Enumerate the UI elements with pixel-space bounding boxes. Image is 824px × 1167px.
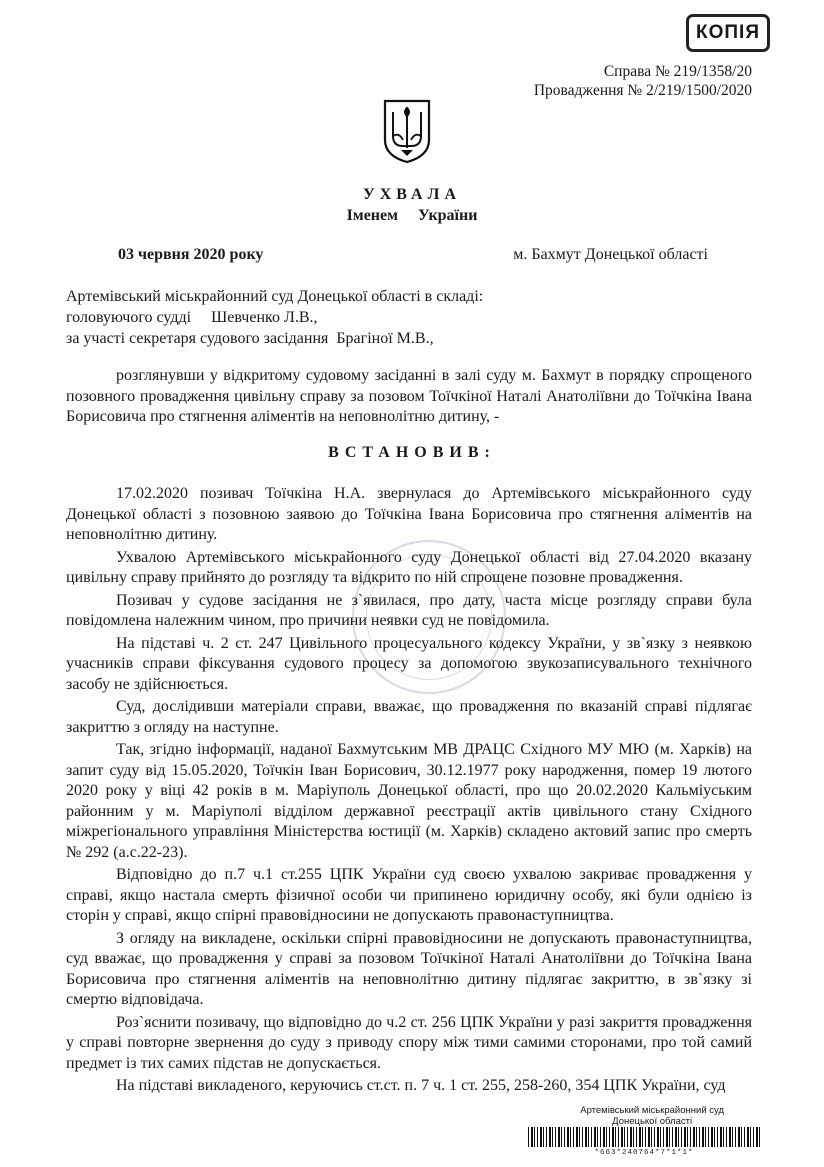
court-composition: [66, 286, 483, 349]
court-line-2: головуючого судді Шевченко Л.В.,: [66, 309, 318, 326]
paragraph: Суд, дослідивши матеріали справи, вважає, що провадження по вказаній справі підлягає закриттю з огляду на наступне.: [66, 698, 752, 736]
footer-court-line-1: Артемівський міськрайонний суд: [580, 1105, 724, 1116]
document-place: м. Бахмут Донецької області: [513, 246, 708, 263]
paragraph: Позивач у судове засідання не з`явилася, про дату, часта місце розгляду справи була повідомлена належним чином, про причини неявки суд не повідомила.: [66, 591, 752, 629]
footer-court-name: [580, 1105, 724, 1127]
paragraph: Відповідно до п.7 ч.1 ст.255 ЦПК України суд своєю ухвалою закриває провадження у справі, якщо настала смерть фізичної особи чи припинено юридичну особу, які були однією із сторін у справі, якщо спірні правовідносини не допускають правонаступництва.: [66, 866, 752, 924]
proceeding-number: Провадження № 2/219/1500/2020: [533, 82, 752, 99]
document-subtitle: Іменем України: [346, 207, 478, 224]
paragraph: Так, згідно інформації, наданої Бахмутським МВ ДРАЦС Східного МУ МЮ (м. Харків) на запит суду від 15.05.2020, Тоїчкін Іван Борисович, 30.12.1977 року народження, помер 19 лютого 2020 року у віці 42 років в м. Маріуполь Донецької області, про що 20.02.2020 Кальміуським районним у м. Маріуполі відділом державної реєстрації актів цивільного стану Східного міжрегіонального управління Міністерства юстиції (м. Харків) складено актовий запис про смерть № 292 (а.с.22-23).: [66, 741, 752, 861]
document-date: 03 червня 2020 року: [118, 246, 264, 263]
barcode: [528, 1127, 760, 1147]
paragraph: Роз`яснити позивачу, що відповідно до ч.2 ст. 256 ЦПК України у разі закриття провадження у справі повторне звернення до суду з приводу спору між тими самими сторонами, про той самий предмет із тих самих підстав не допускається.: [66, 1013, 752, 1072]
paragraph: На підставі ч. 2 ст. 247 Цивільного процесуального кодексу України, у зв`язку з неявкою учасників справи фіксування судового процесу за допомогою звукозаписувального технічного засобу не здійснюється.: [66, 634, 752, 693]
barcode-number: *663*240764*7*1*1*: [594, 1149, 694, 1157]
copy-stamp: КОПІЯ: [686, 14, 770, 52]
court-line-3: за участі секретаря судового засідання Брагіної М.В.,: [66, 330, 434, 347]
footer-court-line-2: Донецької області: [612, 1116, 693, 1127]
findings-section: [66, 484, 752, 1099]
intro-text: розглянувши у відкритому судовому засіданні в залі суду м. Бахмут в порядку спрощеного позовного провадження цивільну справу за позовом Тоїчкіної Наталі Анатоліївни до Тоїчкіна Івана Борисовича про стягнення аліментів на неповнолітню дитину, -: [66, 367, 752, 425]
court-line-1: Артемівський міськрайонний суд Донецької області в складі:: [66, 288, 484, 305]
document-title: УХВАЛА: [363, 186, 461, 203]
trident-coat-of-arms-icon: [381, 98, 433, 164]
paragraph: На підставі викладеного, керуючись ст.ст. п. 7 ч. 1 ст. 255, 258-260, 354 ЦПК України, суд: [116, 1077, 726, 1094]
intro-paragraph: [66, 366, 752, 428]
paragraph: 17.02.2020 позивач Тоїчкіна Н.А. звернулася до Артемівського міськрайонного суду Донецької області з позовною заявою до Тоїчкіна Івана Борисовича про стягнення аліментів на неповнолітню дитину.: [66, 485, 752, 543]
section-heading: ВСТАНОВИВ:: [328, 444, 496, 461]
case-number: Справа № 219/1358/20: [603, 63, 752, 80]
paragraph: Ухвалою Артемівського міськрайонного суду Донецької області від 27.04.2020 вказану цивільну справу прийнято до розгляду та відкрито по ній спрощене позовне провадження.: [66, 548, 752, 586]
paragraph: З огляду на викладене, оскільки спірні правовідносини не допускають правонаступництва, суд вважає, що провадження у справі за позовом Тоїчкіної Наталі Анатоліївни до Тоїчкіна Івана Борисовича про стягнення аліментів на неповнолітню дитину підлягає закриттю, в зв`язку зі смертю відповідача.: [66, 929, 752, 1008]
case-info: [534, 62, 752, 100]
